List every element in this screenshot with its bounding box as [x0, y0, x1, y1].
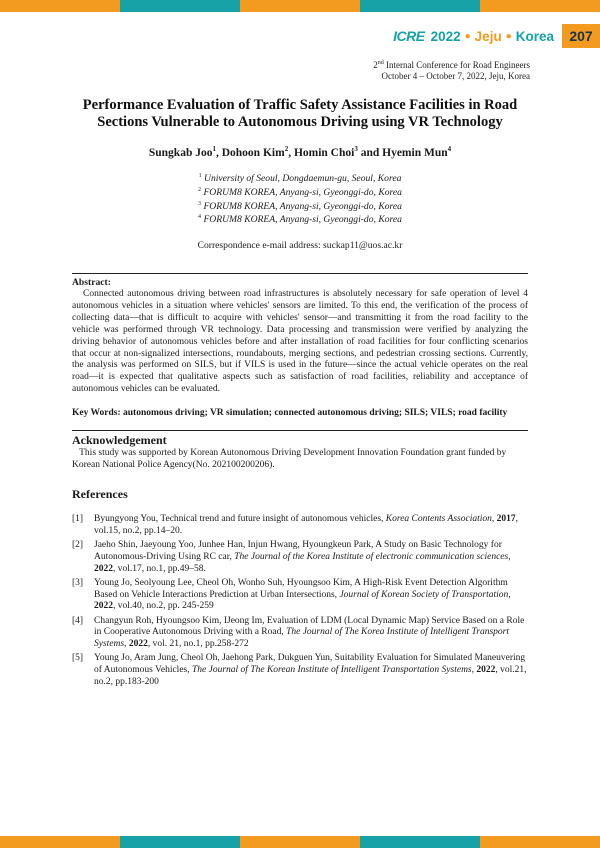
author-separator: ,: [288, 146, 294, 159]
reference-volume: , vol. 21, no.1, pp.258-272: [147, 639, 249, 650]
author-name: Hyemin Mun: [382, 146, 448, 159]
reference-year: 2017: [496, 514, 516, 524]
ordinal-number: 2: [373, 60, 378, 70]
author-separator: ,: [215, 146, 222, 159]
reference-year: 2022: [476, 665, 496, 676]
abstract-body: [72, 289, 528, 396]
affiliation-text: University of Seoul, Dongdaemun-gu, Seoul, Korea: [201, 173, 402, 185]
stripe-segment: [0, 0, 120, 12]
reference-number: [5]: [72, 653, 84, 664]
acknowledgement-heading: Acknowledgement: [72, 433, 167, 447]
title-line: Sections Vulnerable to Autonomous Driving using VR Technology: [97, 114, 503, 130]
reference-item: [72, 514, 528, 538]
abstract-heading: Abstract:: [72, 277, 111, 288]
separator-dot-icon: ●: [464, 30, 471, 42]
reference-item: [72, 616, 528, 651]
top-color-stripe: [0, 0, 600, 12]
conference-info: [373, 58, 530, 81]
affiliation-text: FORUM8 KOREA, Anyang-si, Gyeonggi-do, Korea: [201, 214, 402, 226]
author-name: Dohoon Kim: [221, 146, 285, 159]
reference-authors-title: Young Jo, Aram Jung, Cheol Oh, Jaehong Park, Dukguen Yun, Suitability Evaluation for Simulated Maneuvering of Autonomous Vehicles,: [94, 653, 526, 676]
acknowledgement-body: [72, 448, 528, 472]
conference-city: Jeju: [474, 28, 502, 44]
author-sup: 1: [212, 145, 216, 153]
paper-title: [60, 97, 540, 131]
conference-year: 2022: [430, 28, 461, 44]
section-divider: [72, 430, 528, 431]
correspondence-email: Correspondence e-mail address: suckap11@uos.ac.kr: [197, 240, 403, 251]
reference-item: [72, 540, 528, 575]
reference-authors-title: Byungyong You, Technical trend and future insight of autonomous vehicles,: [94, 514, 386, 524]
reference-authors-title: Young Jo, Seolyoung Lee, Cheol Oh, Wonho Suh, Hyoungsoo Kim, A High-Risk Event Detection Algorithm Based on Vehicle Interactions Prediction at Urban Intersections,: [94, 577, 508, 600]
affiliation-sup: 4: [198, 214, 202, 221]
stripe-segment: [120, 0, 240, 12]
conference-country: Korea: [515, 28, 554, 44]
reference-authors-title: Changyun Roh, Hyoungsoo Kim, IJeong Im, Evaluation of LDM (Local Dynamic Map) Service Based on a Role in Cooperative Autonomous Driving with a Road,: [94, 615, 525, 638]
reference-sep: ,: [508, 589, 511, 600]
affiliation-sup: 3: [198, 200, 202, 207]
page-number: 207: [562, 24, 600, 48]
author-list: [60, 145, 540, 159]
acknowledgement-text: This study was supported by Korean Autonomous Driving Development Innovation Foundation grant funded by Korean National Police Agency(No. 202100200206).: [72, 448, 507, 470]
stripe-segment: [360, 0, 480, 12]
reference-text: [94, 653, 528, 688]
affiliation-text: FORUM8 KOREA, Anyang-si, Gyeonggi-do, Korea: [201, 186, 402, 198]
reference-number: [3]: [72, 577, 84, 588]
reference-number: [4]: [72, 615, 84, 626]
author-sup: 4: [447, 145, 452, 153]
reference-year: 2022: [128, 639, 148, 650]
conference-logo: ICRE: [393, 28, 425, 44]
reference-volume: , vol.40, no.2, pp. 245-259: [113, 601, 214, 612]
affiliation-list: [60, 171, 540, 226]
affiliation: [60, 185, 540, 199]
affiliation: [60, 212, 540, 226]
reference-authors-title: Jaeho Shin, Jaeyoung Yoo, Junhee Han, Injun Hwang, Hyoungkeun Park, A Study on Basic Technology for Autonomous-Driving Using RC car,: [94, 539, 502, 562]
reference-journal: The Journal of the Korea Institute of electronic communication sciences: [234, 551, 509, 562]
reference-sep: ,: [508, 551, 511, 562]
abstract-indent: [72, 289, 83, 299]
reference-journal: Journal of Korean Society of Transportation: [339, 589, 509, 600]
affiliation-sup: 1: [198, 173, 202, 179]
conference-header: [385, 24, 600, 48]
reference-text: [94, 616, 528, 651]
affiliation: [60, 171, 540, 185]
conference-brand: [385, 24, 562, 48]
affiliation-text: FORUM8 KOREA, Anyang-si, Gyeonggi-do, Korea: [201, 200, 402, 212]
reference-list: [72, 514, 528, 691]
reference-number: [2]: [72, 539, 84, 550]
reference-year: 2022: [94, 601, 113, 612]
author-name: Sungkab Joo: [148, 146, 213, 159]
references-heading: References: [72, 487, 128, 501]
reference-journal: Korea Contents Association: [385, 514, 492, 524]
reference-volume: , vol.15, no.2, pp.14–20.: [94, 514, 518, 536]
reference-sep: ,: [124, 639, 129, 650]
reference-text: [94, 514, 528, 538]
conference-name: Internal Conference for Road Engineers: [383, 60, 530, 70]
ordinal-suffix: nd: [377, 60, 384, 66]
conference-dates: October 4 – October 7, 2022, Jeju, Korea: [381, 70, 530, 81]
reference-sep: ,: [491, 514, 497, 524]
author-sup: 3: [354, 145, 358, 153]
stripe-segment: [240, 836, 360, 848]
section-divider: [72, 273, 528, 274]
separator-dot-icon: ●: [505, 30, 512, 42]
reference-sep: ,: [471, 665, 477, 676]
reference-journal: The Journal of The Korean Institute of Intelligent Transportation Systems: [192, 665, 472, 676]
stripe-segment: [480, 836, 600, 848]
author-sup: 2: [284, 145, 289, 153]
reference-volume: , vol.21, no.2, pp.183-200: [94, 665, 527, 687]
author-separator: and: [357, 146, 383, 159]
reference-text: [94, 578, 528, 613]
author-name: Homin Choi: [293, 146, 355, 159]
reference-year: 2022: [94, 563, 113, 574]
affiliation-sup: 2: [198, 186, 202, 193]
stripe-segment: [480, 0, 600, 12]
reference-text: [94, 540, 528, 575]
title-line: Performance Evaluation of Traffic Safety Assistance Facilities in Road: [82, 97, 518, 113]
reference-journal: The Journal of The Korea Institute of Intelligent Transport Systems: [94, 627, 509, 650]
keywords: Key Words: autonomous driving; VR simulation; connected autonomous driving; SILS; VILS; road facility: [72, 408, 508, 418]
stripe-segment: [360, 836, 480, 848]
affiliation: [60, 199, 540, 213]
stripe-segment: [120, 836, 240, 848]
abstract-text: Connected autonomous driving between road infrastructures is absolutely necessary for safe operation of level 4 autonomous vehicles in a situation where vehicles' sensors are limited. To this end, the verification of the process of collecting data—that is difficult to acquire with vehicles' sensor—and transmitting it from the road facility to the vehicle was performed through VR technology. Data processing and transmission were verified by analyzing the driving behavior of autonomous vehicles before and after installation of road facilities for four conflicting scenarios that occur at non-signalized intersections, roundabouts, merging sections, and pedestrian crossing sections. Currently, the analysis was performed on SILS, but if VILS is used in the future—since the actual vehicle operates on the real road—it is expected that qualitative aspects such as satisfaction of road facilities, reliability and acceptance of autonomous vehicles can be evaluated.: [72, 289, 528, 395]
bottom-color-stripe: [0, 836, 600, 848]
conference-name-line: [373, 58, 530, 71]
reference-item: [72, 653, 528, 688]
reference-number: [1]: [72, 514, 84, 524]
stripe-segment: [0, 836, 120, 848]
reference-volume: , vol.17, no.1, pp.49–58.: [113, 563, 206, 574]
reference-item: [72, 578, 528, 613]
stripe-segment: [240, 0, 360, 12]
